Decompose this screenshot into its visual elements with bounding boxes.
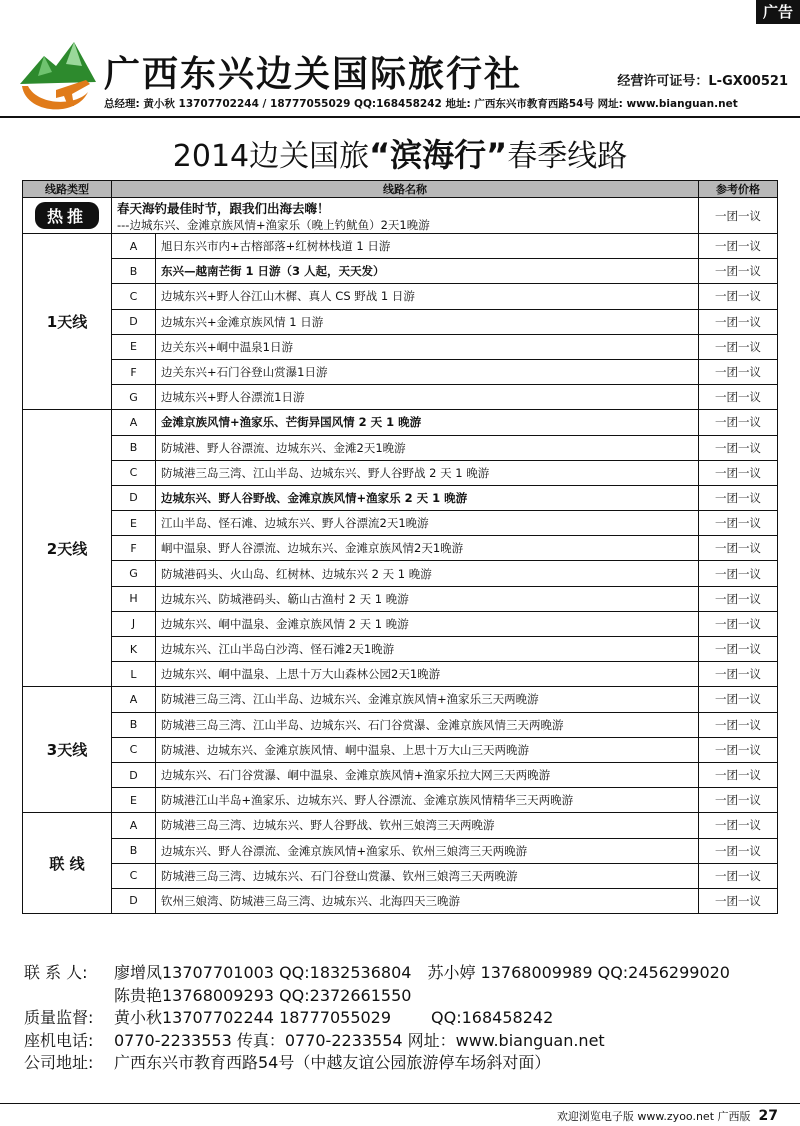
license-number: 经营许可证号：L-GX00521	[617, 74, 788, 89]
route-price: 一团一议	[699, 863, 778, 888]
route-code: H	[112, 586, 156, 611]
route-name: 防城港三岛三湾、边城东兴、石门谷登山赏瀑、钦州三娘湾三天两晚游	[156, 863, 699, 888]
route-name: 防城港、边城东兴、金滩京族风情、峒中温泉、上思十万大山三天两晚游	[156, 737, 699, 762]
phone-row	[24, 1030, 784, 1053]
route-price: 一团一议	[699, 813, 778, 838]
hot-route	[112, 198, 699, 234]
route-name: 东兴—越南芒街 1 日游（3 人起，天天发）	[156, 259, 699, 284]
route-price: 一团一议	[699, 687, 778, 712]
route-name: 边城东兴、江山半岛白沙湾、怪石滩2天1晚游	[156, 637, 699, 662]
table-row	[23, 662, 778, 687]
route-price: 一团一议	[699, 737, 778, 762]
hot-badge-cell	[23, 198, 112, 234]
route-name: 边城东兴、石门谷赏瀑、峒中温泉、金滩京族风情+渔家乐拉大网三天两晚游	[156, 762, 699, 787]
route-name: 防城港码头、火山岛、红树林、边城东兴 2 天 1 晚游	[156, 561, 699, 586]
table-row	[23, 586, 778, 611]
table-row	[23, 637, 778, 662]
route-name: 边城东兴+野人谷江山木樨、真人 CS 野战 1 日游	[156, 284, 699, 309]
table-row	[23, 385, 778, 410]
route-code: G	[112, 385, 156, 410]
route-name: 江山半岛、怪石滩、边城东兴、野人谷漂流2天1晚游	[156, 511, 699, 536]
route-price: 一团一议	[699, 611, 778, 636]
header	[0, 24, 800, 118]
table-row	[23, 813, 778, 838]
route-code: A	[112, 410, 156, 435]
route-code: K	[112, 637, 156, 662]
table-row	[23, 485, 778, 510]
contact-row-1	[24, 962, 784, 985]
route-price: 一团一议	[699, 662, 778, 687]
hot-price: 一团一议	[699, 198, 778, 234]
route-type: 1天线	[23, 234, 112, 410]
route-code: D	[112, 309, 156, 334]
table-row	[23, 762, 778, 787]
route-code: C	[112, 863, 156, 888]
route-code: E	[112, 511, 156, 536]
table-row	[23, 511, 778, 536]
route-name: 边城东兴、峒中温泉、上思十万大山森林公园2天1晚游	[156, 662, 699, 687]
page-title	[0, 130, 800, 176]
route-code: E	[112, 334, 156, 359]
contact-block	[24, 962, 784, 1075]
table-row	[23, 687, 778, 712]
supervise-label: 质量监督:	[24, 1008, 94, 1027]
table-header-row	[23, 181, 778, 198]
supervise-value: 黄小秋13707702244 18777055029	[114, 1008, 392, 1027]
title-highlight: “滨海行”	[369, 136, 508, 174]
route-price: 一团一议	[699, 259, 778, 284]
address-label: 公司地址:	[24, 1053, 94, 1072]
route-code: F	[112, 359, 156, 384]
route-code: B	[112, 259, 156, 284]
contact-row-2	[24, 985, 784, 1008]
route-name: 峒中温泉、野人谷漂流、边城东兴、金滩京族风情2天1晚游	[156, 536, 699, 561]
route-code: D	[112, 485, 156, 510]
route-code: G	[112, 561, 156, 586]
route-code: E	[112, 788, 156, 813]
route-type: 2天线	[23, 410, 112, 687]
footer-divider	[0, 1103, 800, 1104]
route-code: C	[112, 284, 156, 309]
route-price: 一团一议	[699, 410, 778, 435]
route-price: 一团一议	[699, 637, 778, 662]
route-code: C	[112, 737, 156, 762]
table-row	[23, 410, 778, 435]
table-row	[23, 611, 778, 636]
hot-line2: ---边城东兴、金滩京族风情+渔家乐（晚上钓鱿鱼）2天1晚游	[117, 217, 430, 232]
route-name: 边城东兴、野人谷漂流、金滩京族风情+渔家乐、钦州三娘湾三天两晚游	[156, 838, 699, 863]
route-price: 一团一议	[699, 359, 778, 384]
route-price: 一团一议	[699, 762, 778, 787]
route-price: 一团一议	[699, 838, 778, 863]
address-value: 广西东兴市教育西路54号（中越友谊公园旅游停车场斜对面）	[114, 1053, 551, 1072]
route-name: 防城港三岛三湾、江山半岛、边城东兴、金滩京族风情+渔家乐三天两晚游	[156, 687, 699, 712]
route-price: 一团一议	[699, 385, 778, 410]
route-name: 边城东兴、防城港码头、簕山古渔村 2 天 1 晚游	[156, 586, 699, 611]
title-suffix: 春季线路	[507, 139, 628, 174]
route-name: 防城港、野人谷漂流、边城东兴、金滩2天1晚游	[156, 435, 699, 460]
contact-person-1: 廖增凤13707701003 QQ:1832536804	[114, 963, 412, 982]
route-name: 边城东兴、峒中温泉、金滩京族风情 2 天 1 晚游	[156, 611, 699, 636]
route-code: J	[112, 611, 156, 636]
route-code: A	[112, 234, 156, 259]
header-price: 参考价格	[699, 181, 778, 198]
route-code: D	[112, 762, 156, 787]
contact-person-2: 苏小婷 13768009989 QQ:2456299020	[427, 963, 730, 982]
route-code: D	[112, 888, 156, 913]
page-number: 27	[758, 1108, 778, 1124]
table-row	[23, 234, 778, 259]
route-price: 一团一议	[699, 309, 778, 334]
table-row	[23, 888, 778, 913]
route-code: B	[112, 838, 156, 863]
route-code: L	[112, 662, 156, 687]
route-code: A	[112, 687, 156, 712]
route-price: 一团一议	[699, 334, 778, 359]
route-name: 边城东兴、野人谷野战、金滩京族风情+渔家乐 2 天 1 晚游	[156, 485, 699, 510]
route-price: 一团一议	[699, 712, 778, 737]
route-name: 防城港江山半岛+渔家乐、边城东兴、野人谷漂流、金滩京族风情精华三天两晚游	[156, 788, 699, 813]
table-row	[23, 309, 778, 334]
contact-person-3: 陈贵艳13768009293 QQ:2372661550	[114, 985, 412, 1005]
title-prefix: 2014边关国旅	[172, 139, 370, 174]
table-row	[23, 737, 778, 762]
table-row	[23, 435, 778, 460]
route-price: 一团一议	[699, 586, 778, 611]
route-code: B	[112, 712, 156, 737]
route-name: 边城东兴+金滩京族风情 1 日游	[156, 309, 699, 334]
route-name: 边城东兴+野人谷漂流1日游	[156, 385, 699, 410]
contact-label: 联 系 人:	[24, 963, 88, 982]
route-price: 一团一议	[699, 460, 778, 485]
address-row	[24, 1052, 784, 1075]
route-price: 一团一议	[699, 511, 778, 536]
phone-value: 0770-2233553 传真：0770-2233554 网址：www.bianguan.net	[114, 1030, 605, 1050]
route-name: 边关东兴+峒中温泉1日游	[156, 334, 699, 359]
route-price: 一团一议	[699, 536, 778, 561]
routes-table	[22, 180, 778, 914]
footer-text: 欢迎浏览电子版 www.zyoo.net 广西版	[556, 1110, 751, 1123]
route-name: 边关东兴+石门谷登山赏瀑1日游	[156, 359, 699, 384]
route-type: 联 线	[23, 813, 112, 914]
table-row	[23, 838, 778, 863]
hot-line1: 春天海钓最佳时节，跟我们出海去嗨！	[117, 200, 330, 216]
route-code: F	[112, 536, 156, 561]
table-row	[23, 712, 778, 737]
table-row	[23, 359, 778, 384]
route-code: A	[112, 813, 156, 838]
table-row	[23, 284, 778, 309]
header-info: 总经理: 黄小秋 13707702244 / 18777055029 QQ:168458242 地址: 广西东兴市教育西路54号 网址: www.bianguan.net	[104, 98, 738, 110]
route-price: 一团一议	[699, 284, 778, 309]
route-name: 旭日东兴市内+古榕部落+红树林栈道 1 日游	[156, 234, 699, 259]
hot-badge: 热推	[35, 202, 99, 229]
route-price: 一团一议	[699, 561, 778, 586]
table-row	[23, 561, 778, 586]
table-row	[23, 863, 778, 888]
supervise-qq: QQ:168458242	[431, 1008, 554, 1027]
route-code: C	[112, 460, 156, 485]
table-row	[23, 334, 778, 359]
table-row	[23, 788, 778, 813]
route-code: B	[112, 435, 156, 460]
route-price: 一团一议	[699, 435, 778, 460]
route-price: 一团一议	[699, 234, 778, 259]
logo-icon	[16, 36, 100, 116]
header-name: 线路名称	[112, 181, 699, 198]
supervise-row	[24, 1007, 784, 1030]
hot-row	[23, 198, 778, 234]
table-row	[23, 460, 778, 485]
route-name: 防城港三岛三湾、边城东兴、野人谷野战、钦州三娘湾三天两晚游	[156, 813, 699, 838]
route-price: 一团一议	[699, 485, 778, 510]
route-name: 防城港三岛三湾、江山半岛、边城东兴、野人谷野战 2 天 1 晚游	[156, 460, 699, 485]
footer	[557, 1108, 778, 1124]
route-name: 钦州三娘湾、防城港三岛三湾、边城东兴、北海四天三晚游	[156, 888, 699, 913]
phone-label: 座机电话:	[24, 1030, 94, 1050]
table-row	[23, 536, 778, 561]
header-type: 线路类型	[23, 181, 112, 198]
company-name: 广西东兴边关国际旅行社	[104, 54, 523, 95]
route-type: 3天线	[23, 687, 112, 813]
route-name: 金滩京族风情+渔家乐、芒街异国风情 2 天 1 晚游	[156, 410, 699, 435]
table-row	[23, 259, 778, 284]
route-price: 一团一议	[699, 788, 778, 813]
ad-tag: 广告	[756, 0, 800, 24]
route-price: 一团一议	[699, 888, 778, 913]
route-name: 防城港三岛三湾、江山半岛、边城东兴、石门谷赏瀑、金滩京族风情三天两晚游	[156, 712, 699, 737]
